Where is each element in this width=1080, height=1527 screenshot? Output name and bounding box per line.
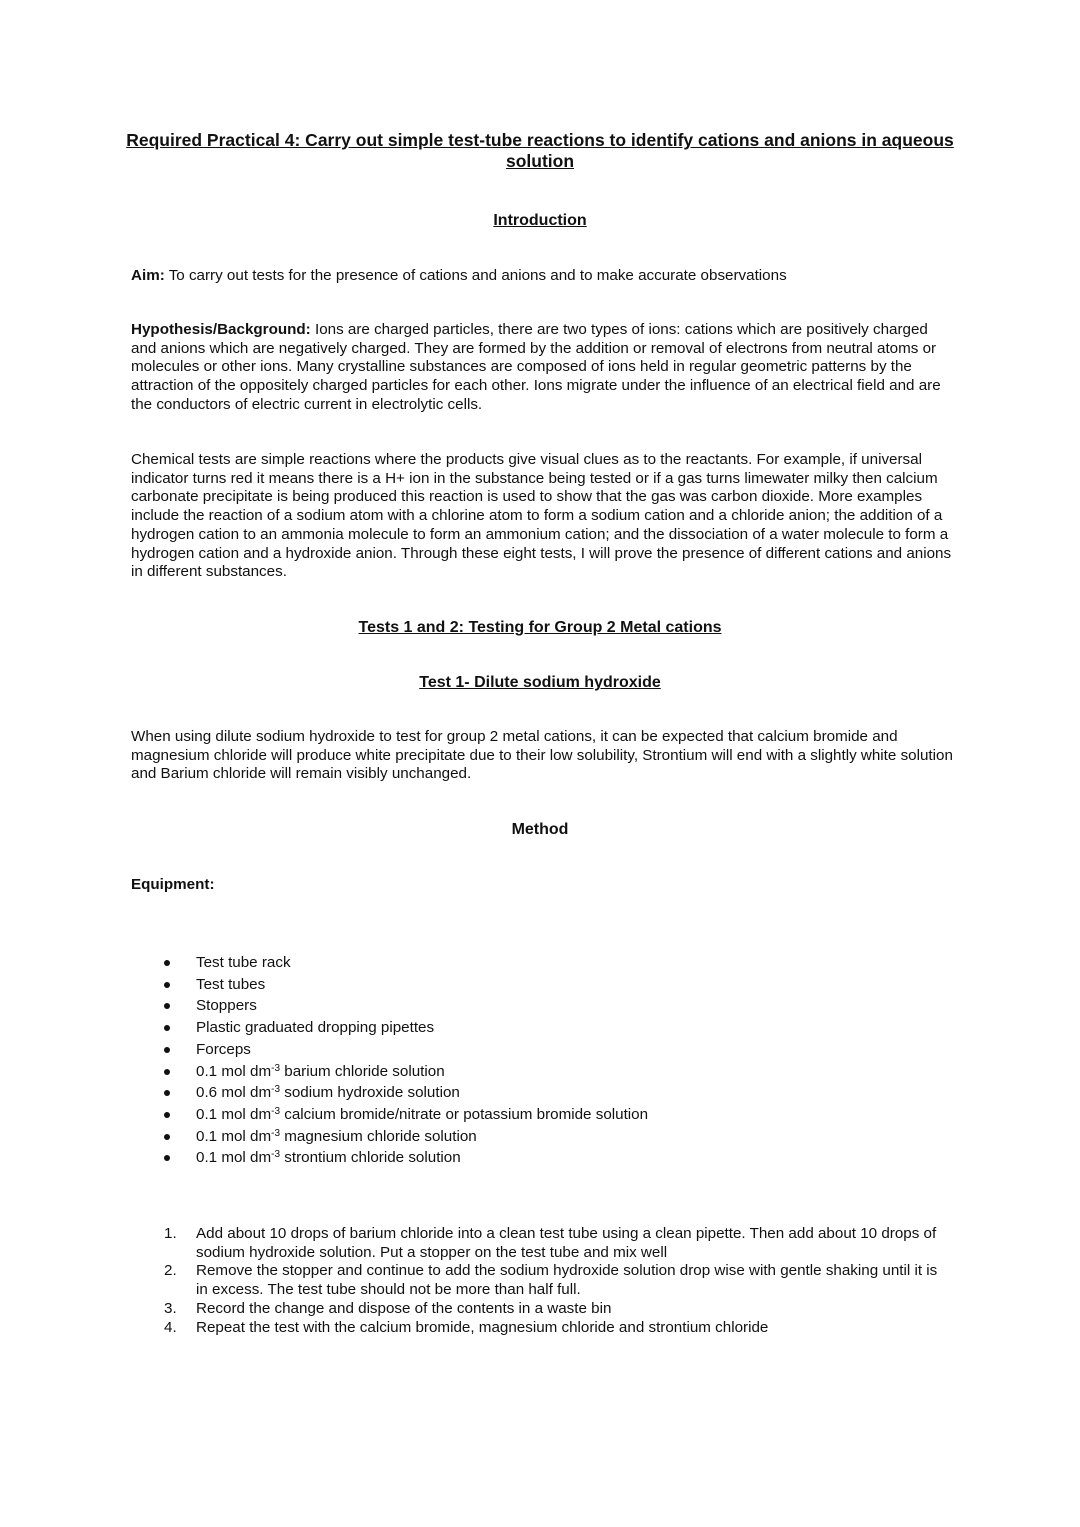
equipment-item: Plastic graduated dropping pipettes bbox=[163, 1017, 648, 1039]
equipment-list bbox=[163, 952, 648, 1169]
method-step: 1. Add about 10 drops of barium chloride into a clean test tube using a clean pipette. Then add about 10 drops of sodium hydroxide solution. Put a stopper on the test tube and mix well bbox=[164, 1225, 937, 1261]
equipment-item: 0.6 mol $dm^{-3}$ sodium hydroxide solution bbox=[163, 1082, 648, 1104]
tests-heading: Tests 1 and 2: Testing for Group 2 Metal cations bbox=[358, 619, 722, 636]
equipment-item: 0.1 mol $dm^{-3}$ magnesium chloride solution bbox=[163, 1126, 648, 1148]
aim-label: Aim: bbox=[131, 267, 165, 284]
equipment-item: 0.1 mol $dm^{-3}$ strontium chloride solution bbox=[163, 1147, 648, 1169]
test1-paragraph: When using dilute sodium hydroxide to test for group 2 metal cations, it can be expected that calcium bromide and magnesium chloride will produce white precipitate due to their low solubility, Strontium will end with a slightly white solution and Barium chloride will remain visibly unchanged. bbox=[131, 728, 953, 783]
equipment-item: Stoppers bbox=[163, 995, 648, 1017]
aim-text: To carry out tests for the presence of cations and anions and to make accurate observations bbox=[168, 267, 787, 284]
equipment-item: 0.1 mol $dm^{-3}$ barium chloride solution bbox=[163, 1061, 648, 1083]
equipment-item: 0.1 mol $dm^{-3}$ calcium bromide/nitrate or potassium bromide solution bbox=[163, 1104, 648, 1126]
document-title: Required Practical 4: Carry out simple test-tube reactions to identify cations and anions in aqueous solution bbox=[126, 130, 954, 171]
method-step: 4. Repeat the test with the calcium bromide, magnesium chloride and strontium chloride bbox=[164, 1318, 769, 1336]
method-step: 3. Record the change and dispose of the contents in a waste bin bbox=[164, 1299, 612, 1317]
chemical-tests-paragraph: Chemical tests are simple reactions where the products give visual clues as to the reactants. For example, if universal indicator turns red it means there is a H+ ion in the substance being tested or if a gas turns limewater milky then calcium carbonate precipitate is being produced this reaction is used to show that the gas was carbon dioxide. More examples include the reaction of a sodium atom with a chlorine atom to form a sodium cation and a chloride anion; the addition of a hydrogen cation to an ammonia molecule to form an ammonium cation; and the dissociation of a water molecule to form a hydrogen cation and a hydroxide anion. Through these eight tests, I will prove the presence of different cations and anions in different substances. bbox=[131, 451, 952, 581]
test1-heading: Test 1- Dilute sodium hydroxide bbox=[419, 674, 661, 691]
equipment-item: Test tube rack bbox=[163, 952, 648, 974]
hypothesis-paragraph bbox=[131, 321, 953, 415]
method-heading: Method bbox=[511, 821, 569, 838]
aim-paragraph bbox=[131, 267, 953, 286]
introduction-heading: Introduction bbox=[493, 212, 587, 229]
hypothesis-text: Ions are charged particles, there are two types of ions: cations which are positively charged and anions which are negatively charged. They are formed by the addition or removal of electrons from neutral atoms or molecules or other ions. Many crystalline substances are composed of ions held in regular geometric patterns by the attraction of the oppositely charged particles for each other. Ions migrate under the influence of an electrical field and are the conductors of electric current in electrolytic cells. bbox=[131, 321, 941, 413]
equipment-item: Forceps bbox=[163, 1039, 648, 1061]
equipment-item: Test tubes bbox=[163, 974, 648, 996]
hypothesis-label: Hypothesis/Background: bbox=[131, 321, 311, 338]
method-steps bbox=[160, 1225, 950, 1337]
equipment-label: Equipment: bbox=[131, 876, 215, 893]
method-step: 2. Remove the stopper and continue to add the sodium hydroxide solution drop wise with gentle shaking until it is in excess. The test tube should not be more than half full. bbox=[164, 1262, 938, 1299]
